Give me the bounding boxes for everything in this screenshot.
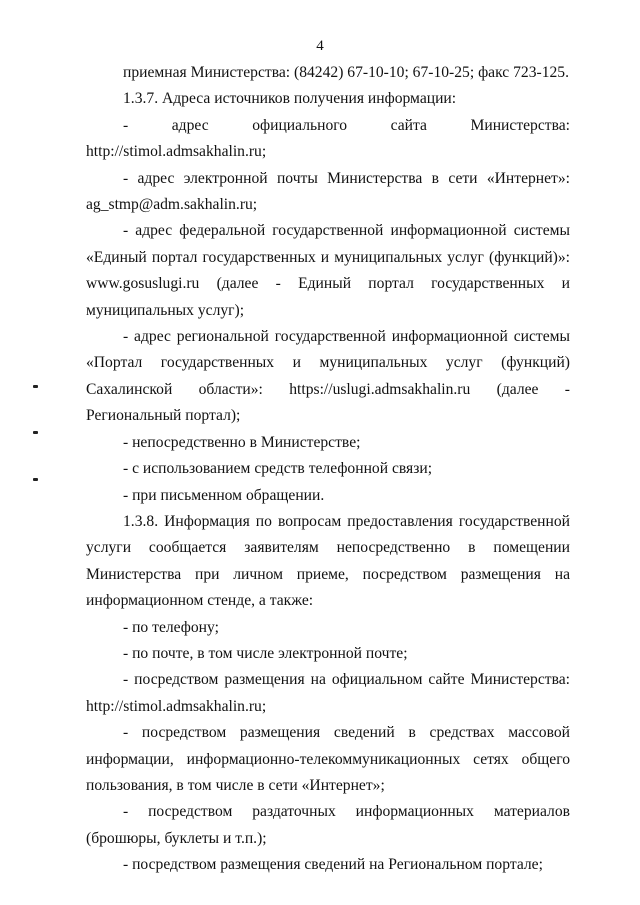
paragraph-1-3-8: 1.3.8. Информация по вопросам предоставления государственной услуги сообщается заявителям непосредственно в помещении Министерства при личном приеме, посредством размещения на информационном стенде, а также:	[86, 512, 570, 610]
paragraph-by-phone: - по телефону;	[123, 618, 219, 636]
paragraph-in-ministry: - непосредственно в Министерстве;	[123, 433, 361, 451]
paragraph-official-site: - адрес официального сайта Министерства: http://stimol.admsakhalin.ru;	[86, 116, 570, 161]
paragraph-federal-portal: - адрес федеральной государственной информационной системы «Единый портал государственных и муниципальных услуг (функций)»: www.gosuslugi.ru (далее - Единый портал государственных и муниципальных услуг);	[86, 222, 570, 319]
document-body	[86, 60, 570, 879]
scan-mark	[33, 478, 38, 481]
page-number: 4	[316, 38, 324, 54]
paragraph-regional-portal-placement: - посредством размещения сведений на Региональном портале;	[123, 856, 543, 874]
paragraph-by-mail: - по почте, в том числе электронной почте;	[123, 644, 408, 662]
paragraph-mass-media: - посредством размещения сведений в средствах массовой информации, информационно-телекоммуникационных сетях общего пользования, в том числе в сети «Интернет»;	[86, 724, 570, 794]
paragraph-email: - адрес электронной почты Министерства в сети «Интернет»: ag_stmp@adm.sakhalin.ru;	[86, 169, 570, 214]
paragraph-written-request: - при письменном обращении.	[123, 486, 325, 504]
paragraph-handouts: - посредством раздаточных информационных материалов (брошюры, буклеты и т.п.);	[86, 803, 570, 847]
paragraph-reception-phones: приемная Министерства: (84242) 67-10-10; 67-10-25; факс 723-125.	[123, 64, 569, 81]
scan-mark	[33, 431, 38, 434]
paragraph-regional-portal: - адрес региональной государственной информационной системы «Портал государственных и муниципальных услуг (функций) Сахалинской области»: https://uslugi.admsakhalin.ru (далее - Региональный портал);	[86, 328, 570, 425]
paragraph-official-site-placement: - посредством размещения на официальном сайте Министерства: http://stimol.admsakhalin.ru;	[86, 671, 570, 715]
scan-mark	[33, 385, 38, 388]
paragraph-1-3-7-heading: 1.3.7. Адреса источников получения информации:	[123, 90, 457, 108]
paragraph-phone-means: - с использованием средств телефонной связи;	[123, 460, 433, 478]
